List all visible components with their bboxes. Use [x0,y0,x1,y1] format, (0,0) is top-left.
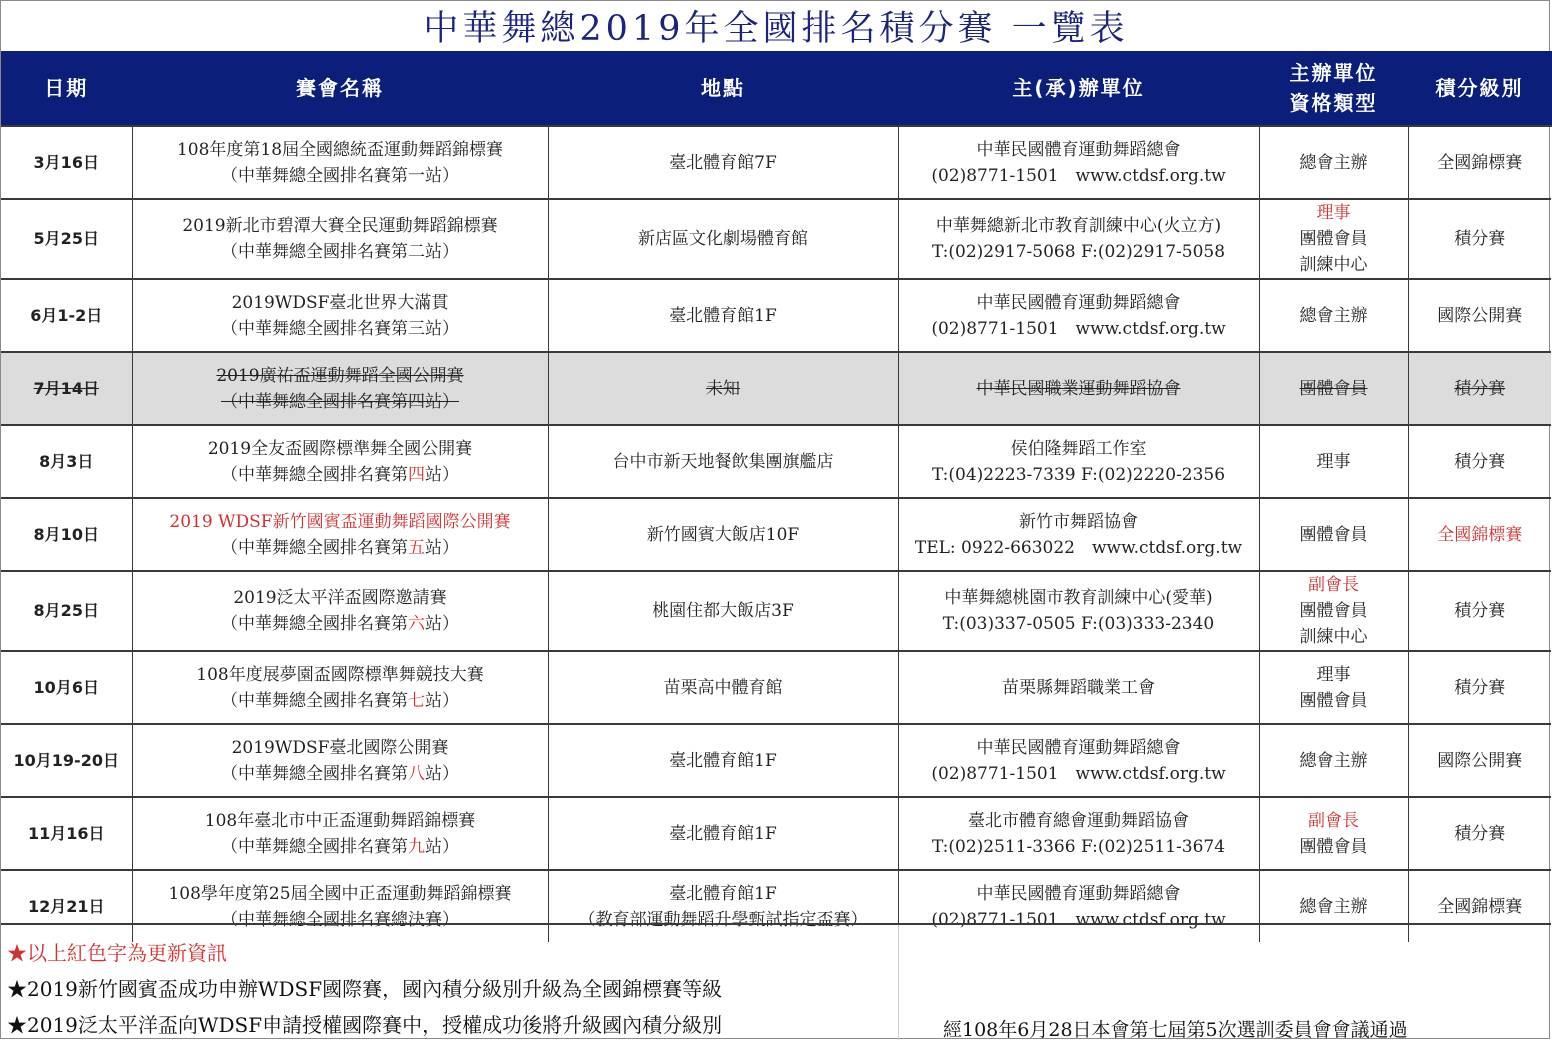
event-name-cell [132,724,548,797]
event-level: 積分賽 [1408,571,1551,651]
event-stage-prefix: （中華舞總全國排名賽第 [221,391,408,412]
event-stage-prefix: （中華舞總全國排名賽第 [221,614,408,634]
event-stage-prefix: （中華舞總全國排名賽第 [221,537,408,558]
qualification-role: 副會長 [1308,810,1359,831]
table-row [1,199,1551,279]
note-pacific: ★2019泛太平洋盃向WDSF申請授權國際賽中，授權成功後將升級國內積分級別 [7,1013,723,1037]
organizer-contact: (02)8771-1501 www.ctdsf.org.tw [931,165,1226,186]
event-date: 8月3日 [1,425,132,498]
organizer-name: 中華民國職業運動舞蹈協會 [976,378,1181,399]
event-qualification-cell [1259,425,1408,498]
organizer-name: 中華民國體育運動舞蹈總會 [976,139,1181,160]
header-event-name: 賽會名稱 [132,51,548,126]
event-stage-prefix: （中華舞總全國排名賽第 [221,242,408,262]
event-location: 未知 [706,378,740,399]
qualification-type: 理事 [1316,451,1351,472]
event-level: 積分賽 [1408,797,1551,870]
organizer-name: 侯伯隆舞蹈工作室 [1010,438,1147,459]
event-stage [133,163,548,189]
event-date: 3月16日 [1,126,132,199]
event-stage-suffix: 站） [425,537,459,558]
event-location-cell [548,126,898,199]
event-level: 積分賽 [1408,425,1551,498]
qualification-type: 總會主辦 [1299,896,1368,917]
event-organizer-cell [898,352,1259,425]
header-organizer: 主(承)辦單位 [898,51,1259,126]
event-name-cell [132,126,548,199]
note-hsinchu: ★2019新竹國賓盃成功申辦WDSF國際賽，國內積分級別升級為全國錦標賽等級 [7,977,723,1001]
event-level: 全國錦標賽 [1408,870,1551,942]
header-level: 積分級別 [1408,51,1551,126]
table-row [1,126,1551,199]
approval-note: 經108年6月28日本會第七屆第5次選訓委員會會議通過 [943,1019,1408,1041]
header-qualification [1259,51,1408,126]
event-stage-suffix: 站） [425,464,459,485]
event-level: 積分賽 [1408,352,1551,425]
event-location-cell [548,797,898,870]
event-stage-prefix: （中華舞總全國排名賽 [221,909,391,930]
event-date: 6月1-2日 [1,279,132,352]
event-stage [133,462,548,488]
event-name: 108年臺北市中正盃運動舞蹈錦標賽 [204,810,476,831]
event-stage-suffix: 站） [425,763,459,784]
qualification-type: 團體會員 [1299,836,1368,857]
event-stage-number: 四 [408,391,425,412]
event-stage [133,389,548,415]
event-stage-suffix: 站） [425,690,459,711]
event-stage-prefix: （中華舞總全國排名賽第 [221,165,408,186]
event-name: 2019全友盃國際標準舞全國公開賽 [207,438,473,459]
event-name: 2019WDSF臺北世界大滿貫 [231,292,449,313]
event-stage-suffix: 站） [425,165,459,186]
event-name-cell [132,199,548,279]
header-date: 日期 [1,51,132,126]
event-organizer-cell [898,498,1259,571]
event-level: 積分賽 [1408,651,1551,724]
organizer-name: 苗栗縣舞蹈職業工會 [1002,677,1155,698]
event-date: 10月19-20日 [1,724,132,797]
event-name-cell [132,651,548,724]
qualification-type: 團體會員 [1299,690,1368,711]
event-stage-number: 五 [408,537,425,558]
organizer-contact: T:(04)2223-7339 F:(02)2220-2356 [931,464,1226,485]
event-name: 2019廣祐盃運動舞蹈全國公開賽 [216,365,464,386]
event-stage-prefix: （中華舞總全國排名賽第 [221,836,408,857]
event-stage-suffix: 站） [425,391,459,412]
footer-notes [1,923,1551,1040]
event-qualification-cell [1259,724,1408,797]
event-level: 國際公開賽 [1408,724,1551,797]
organizer-contact: T:(03)337-0505 F:(03)333-2340 [942,614,1215,634]
header-qualification-line2: 資格類型 [1289,91,1378,115]
table-row [1,425,1551,498]
organizer-name: 新竹市舞蹈協會 [1019,511,1138,532]
organizer-name: 中華舞總桃園市教育訓練中心(愛華) [944,588,1213,608]
organizer-name: 中華民國體育運動舞蹈總會 [976,292,1181,313]
event-organizer-cell [898,651,1259,724]
table-row [1,571,1551,651]
event-qualification-cell [1259,651,1408,724]
event-location-cell [548,425,898,498]
event-stage [133,688,548,714]
event-date: 12月21日 [1,870,132,942]
event-stage [133,239,548,265]
organizer-contact: (02)8771-1501 www.ctdsf.org.tw [931,318,1226,339]
event-level: 全國錦標賽 [1408,498,1551,571]
event-name-cell [132,279,548,352]
event-stage-prefix: （中華舞總全國排名賽第 [221,464,408,485]
event-location-cell [548,724,898,797]
event-stage-suffix: 總決賽） [391,909,459,930]
event-name: 2019 WDSF新竹國賓盃運動舞蹈國際公開賽 [169,511,511,532]
qualification-extra: 訓練中心 [1299,627,1368,647]
event-location-note: （教育部運動舞蹈升學甄試指定盃賽） [578,909,868,930]
event-name: 2019泛太平洋盃國際邀請賽 [233,588,447,608]
event-location: 臺北體育館1F [669,883,777,904]
event-organizer-cell [898,126,1259,199]
event-stage-number: 七 [408,690,425,711]
header-qualification-line1: 主辦單位 [1289,61,1378,85]
event-qualification-cell [1259,279,1408,352]
organizer-name: 中華民國體育運動舞蹈總會 [976,883,1181,904]
qualification-type: 總會主辦 [1299,750,1368,771]
event-location: 台中市新天地餐飲集團旗艦店 [612,451,834,472]
event-stage-suffix: 站） [425,836,459,857]
organizer-name: 臺北市體育總會運動舞蹈協會 [968,810,1189,831]
organizer-contact: (02)8771-1501 www.ctdsf.org.tw [931,909,1226,930]
qualification-type: 總會主辦 [1299,152,1368,173]
event-organizer-cell [898,199,1259,279]
event-stage-number: 四 [408,464,425,485]
qualification-role: 副會長 [1308,575,1359,595]
event-name: 2019新北市碧潭大賽全民運動舞蹈錦標賽 [182,216,498,236]
event-date: 5月25日 [1,199,132,279]
note-updated: ★以上紅色字為更新資訊 [7,941,227,965]
footer-divider [898,925,899,1040]
event-location: 臺北體育館1F [669,305,777,326]
event-name-cell [132,498,548,571]
event-name: 108年度展夢園盃國際標準舞競技大賽 [196,664,484,685]
event-name-cell [132,425,548,498]
event-name: 2019WDSF臺北國際公開賽 [231,737,449,758]
event-location-cell [548,279,898,352]
page-title: 中華舞總2019年全國排名積分賽 一覽表 [423,9,1129,49]
event-level: 全國錦標賽 [1408,126,1551,199]
event-stage-number: 六 [408,614,425,634]
qualification-type: 團體會員 [1299,524,1368,545]
event-qualification-cell [1259,126,1408,199]
event-organizer-cell [898,571,1259,651]
organizer-name: 中華民國體育運動舞蹈總會 [976,737,1181,758]
organizer-contact: T:(02)2511-3366 F:(02)2511-3674 [931,836,1226,857]
event-stage-prefix: （中華舞總全國排名賽第 [221,690,408,711]
event-stage [133,535,548,561]
event-organizer-cell [898,279,1259,352]
event-qualification-cell [1259,571,1408,651]
table-row [1,279,1551,352]
event-date: 10月6日 [1,651,132,724]
event-location-cell [548,571,898,651]
event-location: 臺北體育館1F [669,750,777,771]
event-stage-prefix: （中華舞總全國排名賽第 [221,763,408,784]
event-stage-number: 三 [408,318,425,339]
event-location: 新竹國賓大飯店10F [646,524,800,545]
event-location: 臺北體育館7F [669,152,777,173]
qualification-role: 理事 [1316,203,1351,223]
event-stage-number: 八 [408,763,425,784]
event-qualification-cell [1259,797,1408,870]
event-stage-suffix: 站） [425,242,459,262]
event-qualification-cell [1259,352,1408,425]
event-stage-number: 二 [408,242,425,262]
event-level: 積分賽 [1408,199,1551,279]
event-location: 苗栗高中體育館 [663,677,783,698]
qualification-type: 團體會員 [1299,601,1368,621]
event-qualification-cell [1259,498,1408,571]
table-row [1,651,1551,724]
event-level: 國際公開賽 [1408,279,1551,352]
table-row [1,498,1551,571]
event-location-cell [548,199,898,279]
organizer-name: 中華舞總新北市教育訓練中心(火立方) [935,216,1222,236]
qualification-role: 理事 [1316,664,1351,685]
event-stage-number: 九 [408,836,425,857]
event-date: 8月25日 [1,571,132,651]
table-row [1,797,1551,870]
event-date: 11月16日 [1,797,132,870]
event-organizer-cell [898,724,1259,797]
event-stage [133,761,548,787]
table-header-row [1,51,1551,126]
event-name-cell [132,797,548,870]
event-name-cell [132,571,548,651]
event-date: 8月10日 [1,498,132,571]
event-name: 108年度第18屆全國總統盃運動舞蹈錦標賽 [176,139,504,160]
qualification-type: 團體會員 [1299,229,1368,249]
event-location: 新店區文化劇場體育館 [638,229,808,249]
event-name: 108學年度第25屆全國中正盃運動舞蹈錦標賽 [168,883,512,904]
event-stage-suffix: 站） [425,318,459,339]
qualification-type: 總會主辦 [1299,305,1368,326]
event-qualification-cell [1259,199,1408,279]
event-location: 臺北體育館1F [669,823,777,844]
event-organizer-cell [898,797,1259,870]
event-stage [133,834,548,860]
event-location: 桃園住都大飯店3F [652,601,794,621]
event-location-cell [548,498,898,571]
qualification-extra: 訓練中心 [1299,255,1368,275]
organizer-contact: T:(02)2917-5068 F:(02)2917-5058 [931,242,1226,262]
table-row [1,724,1551,797]
event-stage-prefix: （中華舞總全國排名賽第 [221,318,408,339]
organizer-contact: (02)8771-1501 www.ctdsf.org.tw [931,763,1226,784]
organizer-contact: TEL: 0922-663022 www.ctdsf.org.tw [914,537,1243,558]
qualification-type: 團體會員 [1299,378,1368,399]
schedule-table [1,51,1552,942]
event-stage [133,611,548,637]
event-location-cell [548,352,898,425]
event-stage [133,316,548,342]
event-organizer-cell [898,425,1259,498]
header-location: 地點 [548,51,898,126]
table-row [1,352,1551,425]
event-name-cell [132,352,548,425]
event-stage-number: 一 [408,165,425,186]
event-stage-suffix: 站） [425,614,459,634]
event-date: 7月14日 [1,352,132,425]
event-location-cell [548,651,898,724]
